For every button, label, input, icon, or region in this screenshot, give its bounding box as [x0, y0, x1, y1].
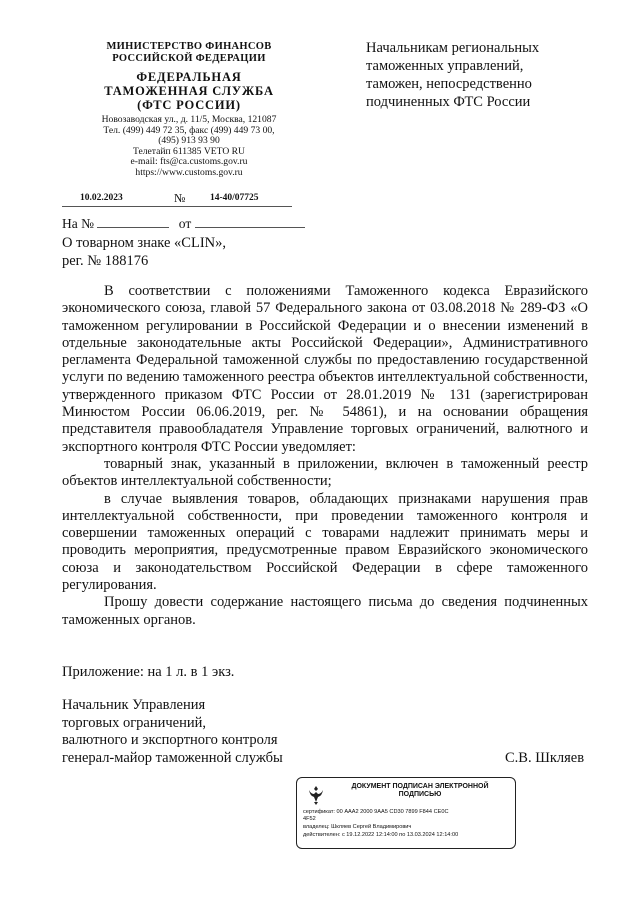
- stamp-validity: действителен: с 19.12.2022 12:14:00 по 13.03.2024 12:14:00: [303, 832, 459, 838]
- incoming-prefix: На №: [62, 216, 94, 231]
- stamp-certificate-cont: 4F52: [303, 816, 316, 822]
- incoming-from: от: [178, 216, 192, 231]
- agency-name: [58, 70, 320, 112]
- outgoing-date: 10.02.2023: [80, 193, 123, 203]
- letter-subject: [62, 234, 226, 270]
- contact-email: e-mail: fts@ca.customs.gov.ru: [130, 156, 248, 168]
- number-sign: №: [174, 191, 186, 205]
- contact-teletype: Телетайп 611385 VETO RU: [133, 145, 245, 157]
- agency-line-1: ФЕДЕРАЛЬНАЯ: [136, 70, 242, 84]
- contact-phone: Тел. (499) 449 72 35, факс (499) 449 73 00,: [103, 124, 275, 136]
- position-line-3: валютного и экспортного контроля: [62, 732, 278, 748]
- e-signature-stamp: [296, 777, 516, 849]
- stamp-title-line-1: ДОКУМЕНТ ПОДПИСАН ЭЛЕКТРОННОЙ: [351, 783, 489, 790]
- stamp-title: [331, 783, 509, 799]
- recipient-line-1: Начальникам региональных: [366, 40, 540, 56]
- position-line-1: Начальник Управления: [62, 697, 206, 713]
- subject-line-2: рег. № 188176: [62, 253, 149, 269]
- recipient-line-3: таможен, непосредственно: [366, 76, 532, 92]
- body-paragraph-1: В соответствии с положениями Таможенного кодекса Евразийского экономического союза, главой 57 Федерального закона от 03.08.2018 № 289-ФЗ «О таможенном регулировании в Российской Федерации и о внесении изменений в отдельные законодательные акты Российской Федерации», Административного регламента Федеральной таможенной службы по предоставлению государственной услуги по ведению таможенного реестра объектов интеллектуальной собственности, утвержденного приказом ФТС России от 28.01.2019 № 131 (зарегистрирован Минюстом России 06.06.2019, рег. № 54861), и на основании обращения представителя правообладателя Управление торговых ограничений, валютного и экспортного контроля ФТС России уведомляет:: [62, 283, 588, 455]
- ministry-name: [58, 41, 320, 65]
- ministry-line-1: МИНИСТЕРСТВО ФИНАНСОВ: [106, 41, 272, 52]
- subject-line-1: О товарном знаке «CLIN»,: [62, 235, 226, 251]
- position-line-4: генерал-майор таможенной службы: [62, 749, 283, 766]
- position-line-2: торговых ограничений,: [62, 714, 206, 731]
- stamp-title-line-2: ПОДПИСЬЮ: [398, 791, 442, 798]
- signatory-position: [62, 697, 283, 767]
- body-paragraph-2: товарный знак, указанный в приложении, включен в таможенный реестр объектов интеллектуальной собственности;: [62, 455, 588, 490]
- agency-line-3: (ФТС РОССИИ): [137, 98, 241, 112]
- eagle-emblem-icon: [305, 784, 327, 806]
- agency-contacts: [58, 115, 320, 179]
- stamp-owner: владелец: Шкляев Сергей Владимирович: [303, 824, 412, 830]
- stamp-certificate: сертификат: 00 AAA2 2000 9AA5 CD30 7899 F844 CE0C: [303, 809, 449, 815]
- annex-note: Приложение: на 1 л. в 1 экз.: [62, 664, 235, 680]
- agency-line-2: ТАМОЖЕННАЯ СЛУЖБА: [104, 84, 274, 98]
- recipient-block: [366, 39, 596, 111]
- outgoing-number: 14-40/07725: [210, 193, 259, 203]
- ministry-line-2: РОССИЙСКОЙ ФЕДЕРАЦИИ: [112, 53, 266, 64]
- incoming-number-blank: [97, 227, 169, 228]
- incoming-date-blank: [195, 227, 305, 228]
- contact-phone-2: (495) 913 93 90: [158, 135, 220, 147]
- contact-website: https://www.customs.gov.ru: [135, 166, 243, 178]
- letter-body: [62, 283, 588, 629]
- recipient-line-4: подчиненных ФТС России: [366, 94, 531, 110]
- outgoing-date-number: [62, 192, 292, 207]
- contact-address: Новозаводская ул., д. 11/5, Москва, 121087: [101, 114, 277, 125]
- recipient-line-2: таможенных управлений,: [366, 58, 524, 74]
- body-paragraph-4: Прошу довести содержание настоящего письма до сведения подчиненных таможенных органов.: [62, 594, 588, 628]
- body-paragraph-3: в случае выявления товаров, обладающих признаками нарушения прав интеллектуальной собственности, при проведении таможенного контроля и совершении таможенных операций с товарами надлежит принимать меры и проводить мероприятия, предусмотренные правом Евразийского экономического союза и законодательством Российской Федерации в сфере таможенного регулирования.: [62, 490, 588, 594]
- incoming-reference: [62, 216, 305, 232]
- signatory-name: С.В. Шкляев: [505, 750, 585, 766]
